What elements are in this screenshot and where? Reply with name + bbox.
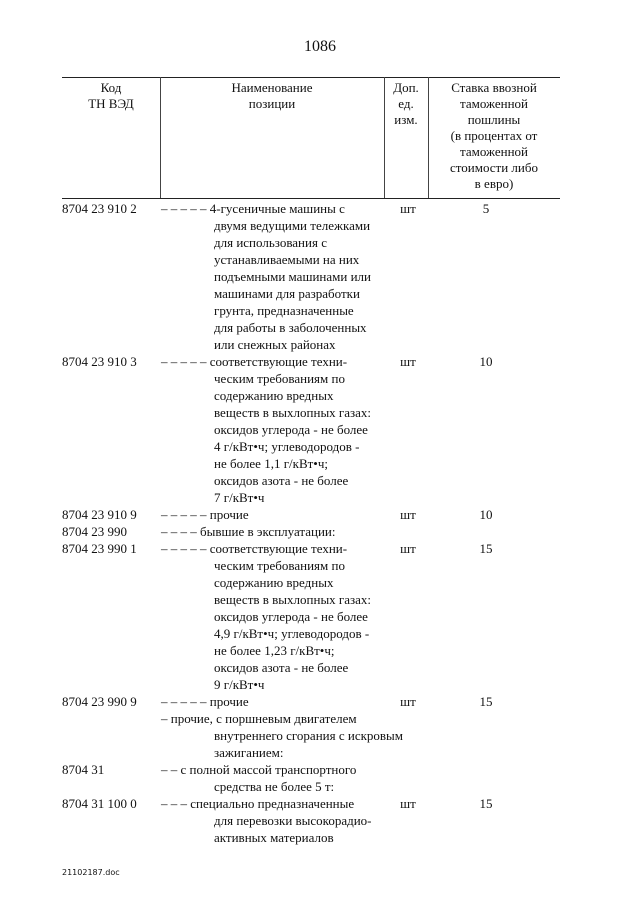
file-name-footer: 21102187.doc [62,868,120,877]
row-name-line: 9 г/кВт•ч [214,677,265,692]
row-code: 8704 23 990 9 [62,694,137,709]
row-name-line: ческим требованиям по [214,371,345,386]
header-name [160,80,384,112]
row-code: 8704 23 990 1 [62,541,137,556]
header-rate-line: пошлины [467,112,521,127]
row-rate: 10 [479,507,493,522]
row-name-line: не более 1,23 г/кВт•ч; [214,643,335,658]
row-name-line: для перевозки высокорадио- [214,813,372,828]
row-name-line: средства не более 5 т: [214,779,335,794]
row-name-line: оксидов азота - не более [214,473,349,488]
row-name-line: 4,9 г/кВт•ч; углеводородов - [214,626,370,641]
header-code-line: ТН ВЭД [88,96,134,111]
row-name-line: грунта, предназначенные [214,303,354,318]
row-rate: 5 [482,201,490,216]
header-name-line: позиции [248,96,296,111]
row-name-line: внутреннего сгорания с искровым [214,728,404,743]
row-unit: шт [400,694,416,709]
row-name-line: содержанию вредных [214,575,334,590]
table-top-rule [62,77,560,78]
row-name-line: оксидов углерода - не более [214,422,368,437]
header-rate-line: (в процентах от [450,128,538,143]
row-name-line: – – – – бывшие в эксплуатации: [161,524,336,539]
row-name-line: 4 г/кВт•ч; углеводородов - [214,439,360,454]
row-name-line: машинами для разработки [214,286,360,301]
row-name-line: – – с полной массой транспортного [161,762,357,777]
row-rate: 15 [479,694,493,709]
header-unit-line: изм. [394,112,418,127]
row-rate: 10 [479,354,493,369]
row-code: 8704 23 910 3 [62,354,137,369]
header-unit-line: Доп. [393,80,419,95]
row-name-line: – – – – – прочие [161,694,249,709]
row-code: 8704 23 910 9 [62,507,137,522]
row-name-line: – – – – – соответствующие техни- [161,354,348,369]
row-name-line: 7 г/кВт•ч [214,490,265,505]
row-unit: шт [400,541,416,556]
row-name-line: оксидов углерода - не более [214,609,368,624]
row-name-line: устанавливаемыми на них [214,252,360,267]
row-unit: шт [400,507,416,522]
header-rate-line: Ставка ввозной [451,80,537,95]
row-unit: шт [400,796,416,811]
header-rate-line: стоимости либо [449,160,538,175]
row-name-line: – прочие, с поршневым двигателем [161,711,357,726]
row-name-line: – – – специально предназначенные [161,796,355,811]
header-rate [430,80,558,192]
page-number: 1086 [304,38,336,55]
row-name-line: зажиганием: [214,745,284,760]
row-name-line: веществ в выхлопных газах: [214,592,372,607]
header-rate-line: таможенной [460,144,528,159]
row-name-line: – – – – – прочие [161,507,249,522]
row-rate: 15 [479,541,493,556]
row-name-line: для использования с [214,235,327,250]
row-name-line: веществ в выхлопных газах: [214,405,372,420]
header-rate-line: в евро) [474,176,514,191]
column-divider-unit [428,77,429,198]
header-code-line: Код [100,80,122,95]
header-unit [384,80,428,128]
row-code: 8704 31 100 0 [62,796,137,811]
header-rate-line: таможенной [460,96,528,111]
row-name-line: для работы в заболоченных [214,320,367,335]
row-name-line: подъемными машинами или [214,269,371,284]
row-code: 8704 31 [62,762,105,777]
row-rate: 15 [479,796,493,811]
row-name-line: оксидов азота - не более [214,660,349,675]
table-header-bottom-rule [62,198,560,199]
row-name-line: или снежных районах [214,337,336,352]
row-name-line: двумя ведущими тележками [214,218,371,233]
header-code [62,80,160,112]
row-code: 8704 23 990 [62,524,127,539]
header-unit-line: ед. [398,96,414,111]
row-name-line: содержанию вредных [214,388,334,403]
row-name-line: – – – – – соответствующие техни- [161,541,348,556]
row-unit: шт [400,201,416,216]
row-code: 8704 23 910 2 [62,201,137,216]
row-unit: шт [400,354,416,369]
header-name-line: Наименование [231,80,313,95]
row-name-line: – – – – – 4-гусеничные машины с [161,201,345,216]
row-name-line: ческим требованиям по [214,558,345,573]
row-name-line: не более 1,1 г/кВт•ч; [214,456,329,471]
row-name-line: активных материалов [214,830,334,845]
